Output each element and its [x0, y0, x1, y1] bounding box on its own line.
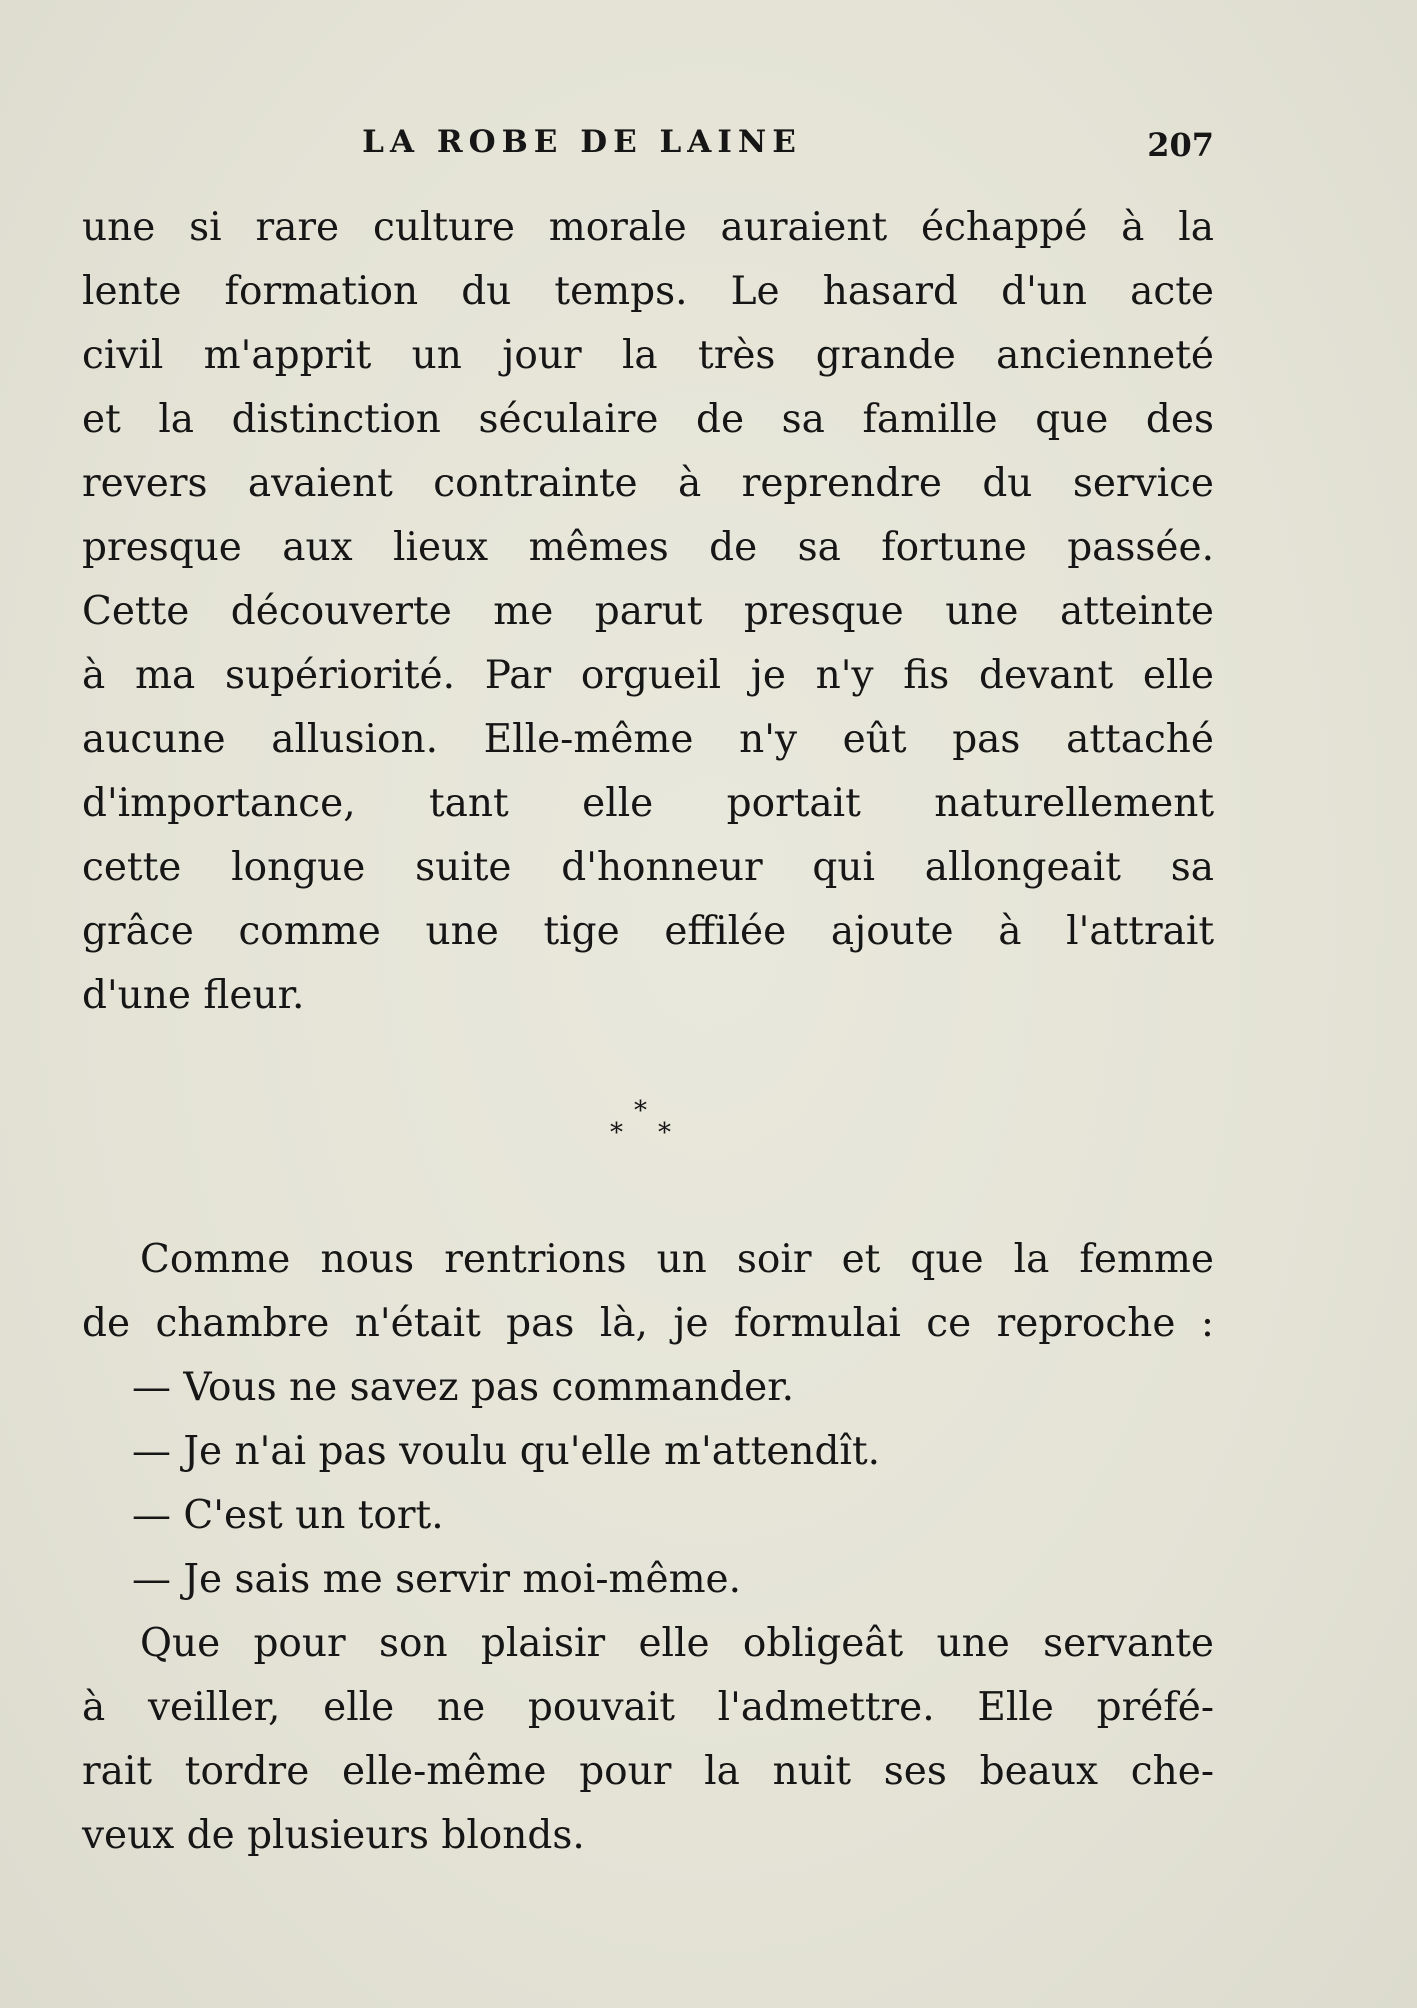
text-line: civil m'apprit un jour la très grande ancienneté [82, 333, 1214, 378]
text-line: cette longue suite d'honneur qui allongeait sa [82, 845, 1214, 890]
text-line: grâce comme une tige effilée ajoute à l'attrait [82, 909, 1214, 954]
dialogue-line: — Je sais me servir moi-même. [132, 1557, 742, 1602]
text-line: Que pour son plaisir elle obligeât une servante [140, 1621, 1214, 1666]
text-line: aucune allusion. Elle-même n'y eût pas attaché [82, 717, 1214, 762]
page-number: 207 [1147, 126, 1214, 164]
text-line: presque aux lieux mêmes de sa fortune passée. [82, 525, 1214, 570]
text-line: et la distinction séculaire de sa famille que des [82, 397, 1214, 442]
text-line: à ma supériorité. Par orgueil je n'y fis devant elle [82, 653, 1214, 698]
text-line: veux de plusieurs blonds. [82, 1813, 585, 1858]
text-line: de chambre n'était pas là, je formulai ce reproche : [82, 1301, 1214, 1346]
asterism-separator [600, 1096, 690, 1166]
dialogue-line: — Je n'ai pas voulu qu'elle m'attendît. [132, 1429, 881, 1474]
dialogue-line: — C'est un tort. [132, 1493, 444, 1538]
text-line: d'une fleur. [82, 973, 305, 1018]
text-line: d'importance, tant elle portait naturellement [82, 781, 1214, 826]
text-line: rait tordre elle-même pour la nuit ses beaux che- [82, 1749, 1214, 1794]
dialogue-line: — Vous ne savez pas commander. [132, 1365, 794, 1410]
asterisk-glyph: * [658, 1118, 671, 1148]
asterisk-glyph: * [634, 1096, 647, 1126]
text-line: une si rare culture morale auraient échappé à la [82, 205, 1214, 250]
text-line: revers avaient contrainte à reprendre du service [82, 461, 1214, 506]
running-title: LA ROBE DE LAINE [362, 124, 802, 160]
text-line: Comme nous rentrions un soir et que la femme [140, 1237, 1214, 1282]
text-line: à veiller, elle ne pouvait l'admettre. Elle préfé- [82, 1685, 1214, 1730]
text-line: lente formation du temps. Le hasard d'un acte [82, 269, 1214, 314]
running-head [82, 120, 1214, 170]
text-line: Cette découverte me parut presque une atteinte [82, 589, 1214, 634]
asterisk-glyph: * [610, 1118, 623, 1148]
